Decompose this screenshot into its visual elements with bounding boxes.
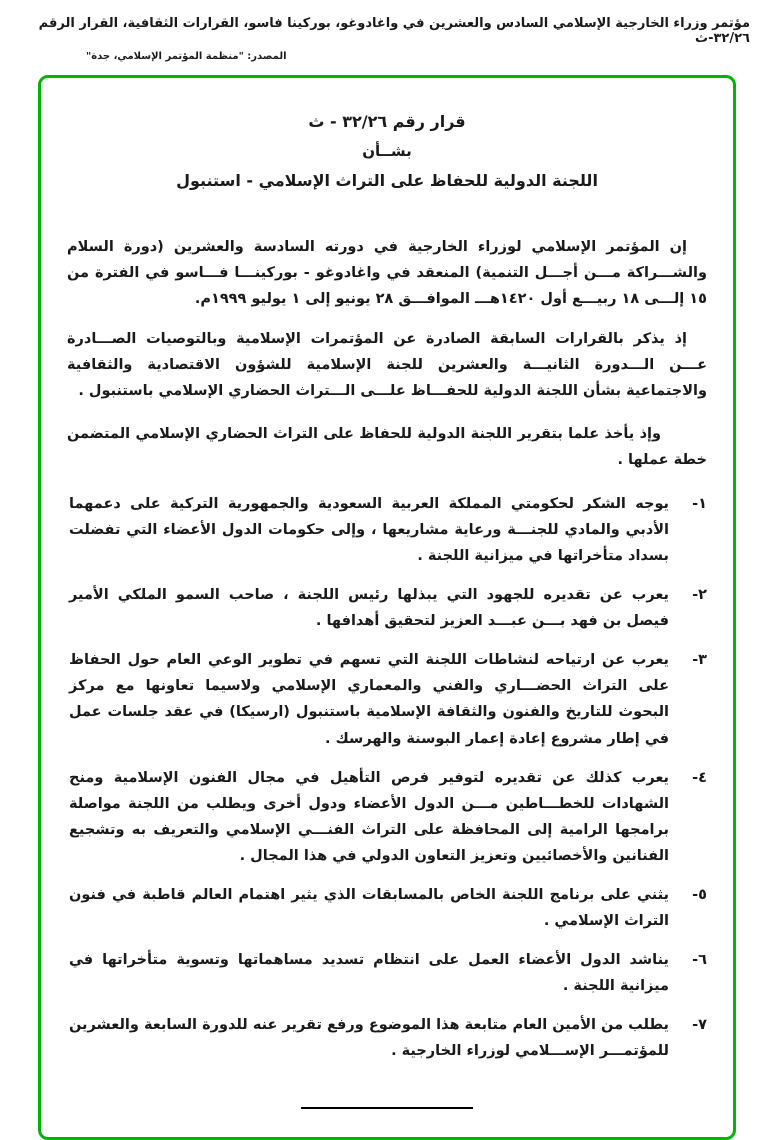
item-number: ١- <box>692 495 707 512</box>
item-text: يعرب عن ارتياحه لنشاطات اللجنة التي تسهم في تطوير الوعي العام حول الحفاظ على التراث الحضـــاري والفني والمعماري الإسلامي ولاسيما تعاونها مع مركز البحوث للتاريخ والفنون والثقافة الإسلامية باستنبول (ارسيكا) في عقد جلسات عمل في إطار مشروع إعادة إعمار البوسنة والهرسك . <box>69 652 669 747</box>
operative-item <box>67 491 707 569</box>
item-text: يطلب من الأمين العام متابعة هذا الموضوع ورفع تقرير عنه للدورة السابعة والعشرين للمؤتمـــر الإســـلامي لوزراء الخارجية . <box>69 1017 669 1060</box>
operative-item <box>67 647 707 751</box>
preamble-paragraphs <box>67 234 707 473</box>
preamble-paragraph: إن المؤتمر الإسلامي لوزراء الخارجية في دورته السادسة والعشرين (دورة السلام والشـــراكة مـــن أجـــل التنمية) المنعقد في واغادوغو - بوركينـــا فـــاسو في الفترة من ١٥ إلـــى ١٨ ربيـــع أول ١٤٢٠هـــ الموافـــق ٢٨ يونيو إلى ١ يوليو ١٩٩٩م. <box>67 239 707 308</box>
resolution-concerning: بشــأن <box>362 142 412 160</box>
resolution-frame <box>38 75 736 1140</box>
preamble-paragraph: وإذ يأخذ علما بتقرير اللجنة الدولية للحفاظ على التراث الحضاري الإسلامي المتضمن خطة عملها . <box>67 425 707 468</box>
item-text: يثني على برنامج اللجنة الخاص بالمسابقات الذي يثير اهتمام العالم قاطبة في فنون التراث الإسلامي . <box>69 886 669 930</box>
item-text: يعرب كذلك عن تقديره لتوفير فرص التأهيل في مجال الفنون الإسلامية ومنح الشهادات للخطـــاطين مـــن الدول الأعضاء ودول أخرى ويطلب من اللجنة مواصلة برامجها الرامية إلى المحافظة على التراث الفنـــي الإسلامي والتعريف به وتشجيع الفنانين والأخصائيين وتعزيز التعاون الدولي في هذا المجال . <box>69 769 669 864</box>
operative-item <box>67 882 707 934</box>
header-citation: مؤتمر وزراء الخارجية الإسلامي السادس والعشرين في واغادوغو، بوركينا فاسو، القرارات الثقافية، القرار الرقم ٣٢/٢٦-ث <box>38 16 750 46</box>
item-text: يناشد الدول الأعضاء العمل على انتظام تسديد مساهماتها وتسوية متأخراتها في ميزانية اللجنة . <box>69 952 669 995</box>
item-number: ٧- <box>692 1017 707 1034</box>
item-text: يوجه الشكر لحكومتي المملكة العربية السعودية والجمهورية التركية على دعمهما الأدبي والمادي للجنـــة ورعاية مشاريعها ، وإلى حكومات الدول الأعضاء التي تفضلت بسداد متأخراتها في ميزانية اللجنة . <box>69 495 669 564</box>
operative-items <box>67 491 707 1065</box>
header-source: المصدر: "منظمة المؤتمر الإسلامي، جدة" <box>86 51 287 62</box>
operative-item <box>67 582 707 634</box>
operative-item <box>67 1012 707 1064</box>
operative-item <box>67 765 707 869</box>
document-header <box>0 16 758 62</box>
item-text: يعرب عن تقديره للجهود التي يبذلها رئيس اللجنة ، صاحب السمو الملكي الأمير فيصل بن فهد بـــن عبـــد العزيز لتحقيق أهدافها . <box>69 587 669 630</box>
item-number: ٤- <box>692 769 707 786</box>
preamble-paragraph: إذ يذكر بالقرارات السابقة الصادرة عن المؤتمرات الإسلامية وبالتوصيات الصـــادرة عـــن الـــدورة الثانيـــة والعشرين للجنة الإسلامية للشؤون الاقتصادية والثقافية والاجتماعية بشأن اللجنة الدولية للحفـــاظ علـــى الـــتراث الحضاري الإسلامي باستنبول . <box>67 331 707 400</box>
operative-item <box>67 947 707 999</box>
resolution-number: قرار رقم ٣٢/٢٦ - ث <box>308 112 466 131</box>
resolution-subject: اللجنة الدولية للحفاظ على التراث الإسلامي - استنبول <box>176 171 598 190</box>
item-number: ٥- <box>692 886 707 903</box>
item-number: ٦- <box>692 952 707 969</box>
end-divider <box>301 1107 473 1109</box>
resolution-title-block <box>67 112 707 190</box>
item-number: ٣- <box>692 652 707 669</box>
item-number: ٢- <box>692 587 707 604</box>
